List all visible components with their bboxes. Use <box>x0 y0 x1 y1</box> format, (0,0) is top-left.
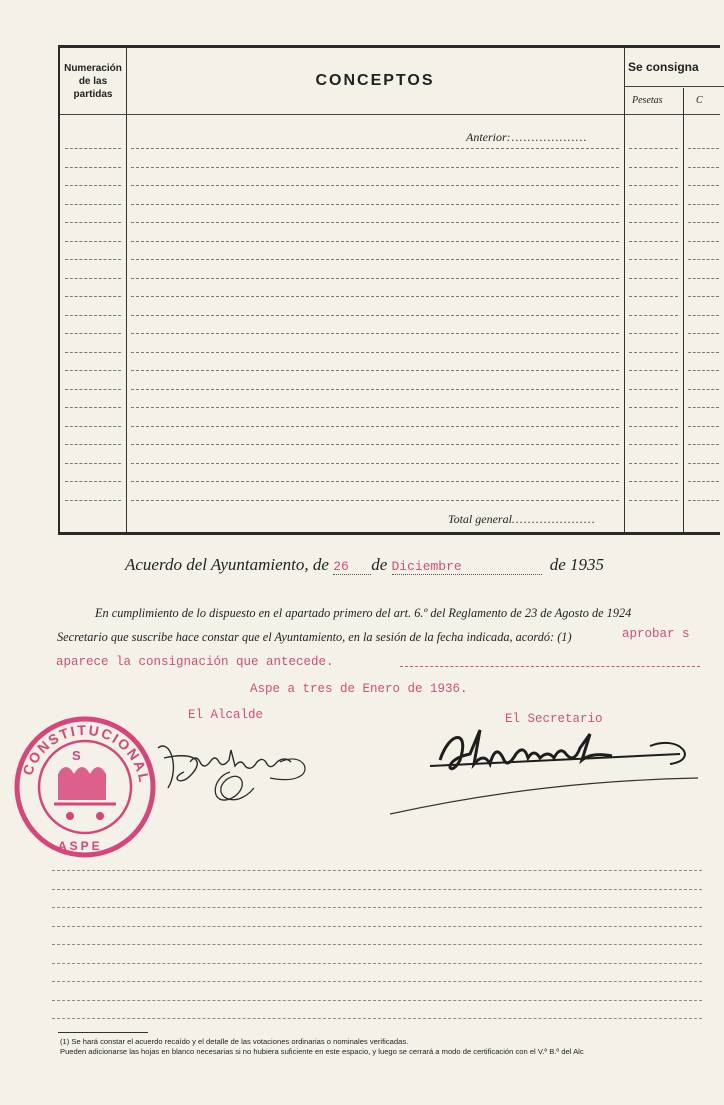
header-divider <box>60 114 720 115</box>
table-row-line <box>688 463 719 464</box>
blank-rule-line <box>52 907 702 908</box>
table-row-line <box>131 370 619 371</box>
table-row-line <box>131 222 619 223</box>
table-row-line <box>65 333 121 334</box>
table-row-line <box>629 241 678 242</box>
table-row-line <box>65 185 121 186</box>
municipal-seal <box>10 712 160 862</box>
table-row-line <box>65 500 121 501</box>
svg-text:ASPE: ASPE <box>58 839 103 853</box>
table-row-line <box>629 389 678 390</box>
table-row-line <box>65 204 121 205</box>
acuerdo-month: Diciembre <box>392 559 542 575</box>
table-row-line <box>629 370 678 371</box>
table-row-line <box>688 241 719 242</box>
table-row-line <box>65 259 121 260</box>
table-row-line <box>688 167 719 168</box>
table-row-line <box>65 278 121 279</box>
svg-text:S: S <box>72 748 81 763</box>
table-row-line <box>629 333 678 334</box>
acuerdo-year-suffix: 35 <box>587 555 605 574</box>
table-row-line <box>131 204 619 205</box>
blank-rule-line <box>52 944 702 945</box>
table-row-line <box>629 148 678 149</box>
blank-rule-line <box>52 1018 702 1019</box>
table-row-line <box>65 167 121 168</box>
table-row-line <box>131 407 619 408</box>
blank-rule-line <box>52 981 702 982</box>
table-row-line <box>688 333 719 334</box>
footnote-2: Pueden adicionarse las hojas en blanco necesarias si no hubiera suficiente en este espacio, y luego se cerrará a modo de certificación con el V.º B.º del Alc <box>60 1047 584 1056</box>
table-row-line <box>131 315 619 316</box>
table-row-line <box>65 407 121 408</box>
total-text: Total general <box>448 512 512 526</box>
table-row-line <box>65 241 121 242</box>
acuerdo-day: 26 <box>333 559 371 575</box>
header-cts: C <box>696 95 703 106</box>
table-row-line <box>131 167 619 168</box>
table-row-line <box>65 352 121 353</box>
anterior-label: Anterior:................... <box>466 130 588 144</box>
table-row-line <box>688 296 719 297</box>
table-row-line <box>688 481 719 482</box>
subheader-line <box>624 86 724 87</box>
anterior-text: Anterior <box>466 130 507 144</box>
table-row-line <box>65 481 121 482</box>
blank-rule-line <box>52 889 702 890</box>
alcalde-label: El Alcalde <box>188 708 264 722</box>
footnote-1: (1) Se hará constar el acuerdo recaído y el detalle de las votaciones ordinarias o nominales verificadas. <box>60 1037 409 1046</box>
table-row-line <box>688 148 719 149</box>
table-row-line <box>131 463 619 464</box>
body-line-1: En cumplimiento de lo dispuesto en el apartado primero del art. 6.º del Reglamento de 23 de Agosto de 1924 <box>95 606 632 620</box>
table-row-line <box>131 389 619 390</box>
acuerdo-line <box>125 555 604 575</box>
blank-rule-line <box>52 870 702 871</box>
table-row-line <box>688 204 719 205</box>
svg-text:CONSTITUCIONAL: CONSTITUCIONAL <box>19 721 153 786</box>
table-row-line <box>131 481 619 482</box>
table-row-line <box>65 370 121 371</box>
table-row-line <box>688 444 719 445</box>
table-row-line <box>131 426 619 427</box>
header-consignado: Se consigna <box>628 60 699 74</box>
table-row-line <box>629 407 678 408</box>
table-row-line <box>131 241 619 242</box>
table-row-line <box>131 352 619 353</box>
col-divider-2 <box>624 48 625 532</box>
col-divider-1 <box>126 48 127 532</box>
table-row-line <box>629 315 678 316</box>
table-row-line <box>629 426 678 427</box>
table-row-line <box>688 407 719 408</box>
table-row-line <box>65 296 121 297</box>
table-row-line <box>688 370 719 371</box>
alcalde-signature <box>150 728 330 818</box>
table-row-line <box>629 222 678 223</box>
table-row-line <box>131 296 619 297</box>
table-row-line <box>131 259 619 260</box>
table-row-line <box>629 278 678 279</box>
table-row-line <box>629 185 678 186</box>
table-row-line <box>629 481 678 482</box>
acuerdo-year-prefix: de 19 <box>549 555 588 574</box>
table-row-line <box>629 204 678 205</box>
header-numeracion: Numeración de las partidas <box>64 63 122 100</box>
header-conceptos: CONCEPTOS <box>315 72 435 89</box>
table-row-line <box>629 500 678 501</box>
table-row-line <box>688 259 719 260</box>
secretario-label: El Secretario <box>505 712 603 726</box>
table-row-line <box>131 278 619 279</box>
typed-line-1: aprobar s <box>622 627 690 641</box>
table-row-line <box>688 352 719 353</box>
blank-rule-line <box>52 963 702 964</box>
table-row-line <box>131 500 619 501</box>
typed-line-2: aparece la consignación que antecede. <box>56 655 334 669</box>
table-row-line <box>65 389 121 390</box>
acuerdo-prefix: Acuerdo del Ayuntamiento, de <box>125 555 329 574</box>
table-row-line <box>629 296 678 297</box>
table-row-line <box>688 278 719 279</box>
header-pesetas: Pesetas <box>632 95 663 106</box>
table-row-line <box>629 167 678 168</box>
table-row-line <box>65 463 121 464</box>
blank-rule-line <box>52 1000 702 1001</box>
col-divider-3 <box>683 88 684 532</box>
table-row-line <box>629 463 678 464</box>
table-row-line <box>629 444 678 445</box>
typed-line-3: Aspe a tres de Enero de 1936. <box>250 682 468 696</box>
table-row-line <box>688 222 719 223</box>
table-row-line <box>688 185 719 186</box>
table-row-line <box>131 333 619 334</box>
footnote-rule <box>58 1032 148 1033</box>
total-label: Total general..................... <box>448 512 596 526</box>
table-row-line <box>131 185 619 186</box>
table-row-line <box>65 315 121 316</box>
table-row-line <box>688 426 719 427</box>
table-row-line <box>65 426 121 427</box>
table-row-line <box>688 389 719 390</box>
acuerdo-de: de <box>371 555 388 574</box>
table-row-line <box>65 222 121 223</box>
budget-table <box>58 45 720 535</box>
secretario-signature <box>380 720 700 820</box>
table-row-line <box>688 500 719 501</box>
table-row-line <box>65 444 121 445</box>
table-row-line <box>688 315 719 316</box>
table-row-line <box>131 444 619 445</box>
typed-fill-dashes <box>400 666 700 667</box>
table-row-line <box>629 352 678 353</box>
table-row-line <box>131 148 619 149</box>
body-line-2: Secretario que suscribe hace constar que el Ayuntamiento, en la sesión de la fecha indicada, acordó: (1) <box>57 630 572 644</box>
table-row-line <box>629 259 678 260</box>
blank-rule-line <box>52 926 702 927</box>
table-row-line <box>65 148 121 149</box>
